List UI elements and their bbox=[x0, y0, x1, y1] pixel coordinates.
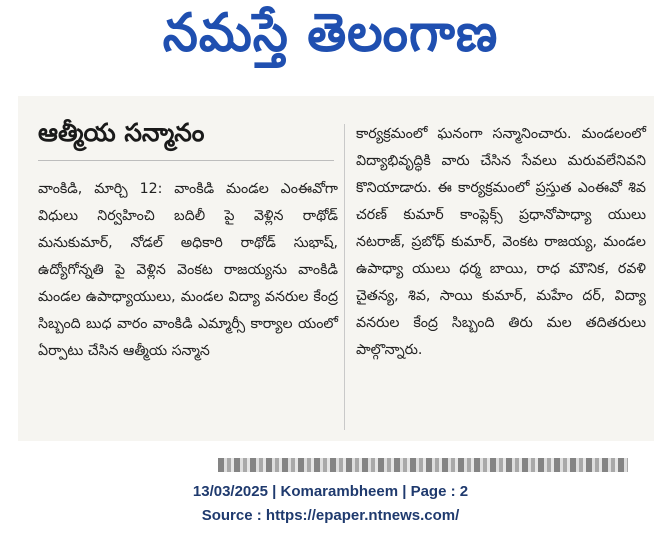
article-headline: ఆత్మీయ సన్మానం bbox=[38, 118, 205, 147]
article-left-column: వాంకిడి, మార్చి 12: వాంకిడి మండల ఎంఈవోగా విధులు నిర్వహించి బదిలీ పై వెళ్లిన రాథోడ్ మనుకుమార్, నోడల్ అధికారి రాథోడ్ సుభాష్, ఉద్యోగోన్నతి పై వెళ్లిన వెంకట రాజయ్యను వాంకిడి మండల ఉపాధ్యాయులు, మండల విద్యా వనరుల కేంద్ర సిబ్బంది బుధ వారం వాంకిడి ఎమ్మార్సీ కార్యాల యంలో ఏర్పాటు చేసిన ఆత్మీయ సన్మాన bbox=[38, 181, 338, 359]
column-divider bbox=[344, 124, 345, 430]
headline-rule bbox=[38, 160, 334, 161]
next-article-strip bbox=[218, 458, 628, 472]
footer-date-edition: 13/03/2025 | Komarambheem | Page : 2 bbox=[192, 483, 469, 500]
footer-source: Source : https://epaper.ntnews.com/ bbox=[201, 507, 460, 524]
newspaper-masthead bbox=[0, 0, 661, 78]
masthead-title: నమస్తే తెలంగాణ bbox=[162, 1, 499, 63]
article-right-column: కార్యక్రమంలో ఘనంగా సన్మానించారు. మండలంలో విద్యాభివృద్ధికి వారు చేసిన సేవలు మరువలేనివని కొనియాడారు. ఈ కార్యక్రమంలో ప్రస్తుత ఎంఈవో శివ చరణ్ కుమార్ కాంప్లెక్స్ ప్రధానోపాధ్యా యులు నటరాజ్, ప్రబోధ్ కుమార్, వెంకట రాజయ్య, మండల ఉపాధ్యా యులు ధర్మ బాయి, రాధ మౌనిక, రవళి చైతన్య, శివ, సాయి కుమార్, మహేం దర్, విద్యా వనరుల కేంద్ర సిబ్బంది తిరు మల తదితరులు పాల్గొన్నారు. bbox=[356, 126, 646, 358]
clip-footer bbox=[0, 480, 661, 528]
